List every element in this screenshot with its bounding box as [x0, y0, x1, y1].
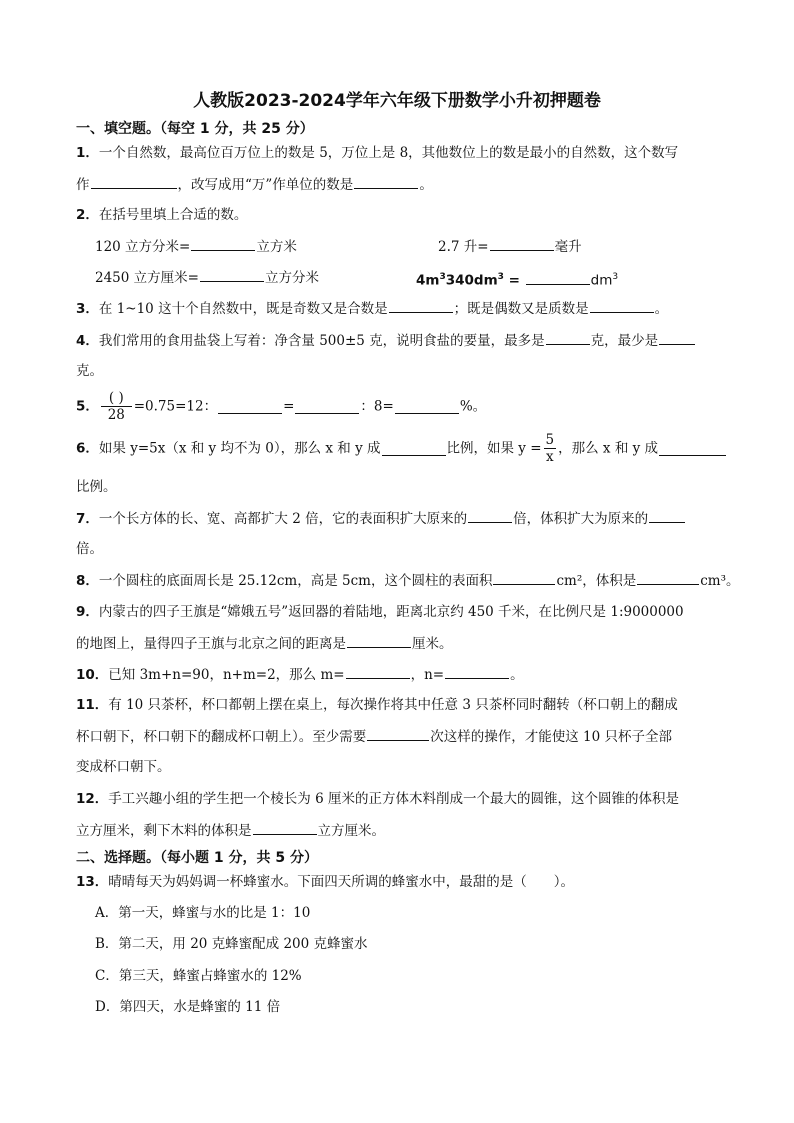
question-1-line-1 — [76, 143, 678, 163]
question-text: 倍，体积扩大为原来的 — [513, 511, 649, 527]
answer-blank[interactable] — [389, 298, 453, 313]
question-text: 内蒙古的四子王旗是“嫦娥五号”返回器的着陆地，距离北京约 450 千米，在比例尺是 1:9000000 — [98, 604, 684, 620]
question-number: 10． — [76, 667, 109, 683]
question-text: 作 — [76, 177, 90, 193]
question-text: ；既是偶数又是质数是 — [453, 301, 589, 317]
question-text: 如果 y=5x（x 和 y 均不为 0），那么 x 和 y 成 — [98, 440, 381, 457]
question-text: 在括号里填上合适的数。 — [98, 207, 248, 223]
fraction-denominator: 28 — [107, 407, 125, 423]
answer-blank[interactable] — [659, 330, 695, 345]
fraction — [101, 390, 132, 423]
question-text: 克，最少是 — [590, 333, 659, 349]
fraction-numerator: 5 — [545, 432, 555, 448]
section-heading-multiple-choice: 二、选择题。（每小题 1 分，共 5 分） — [76, 850, 318, 866]
question-text: =0.75=12： — [133, 398, 218, 415]
fraction-denominator: x — [546, 449, 554, 465]
question-5 — [76, 390, 486, 423]
superscript: 3 — [497, 272, 504, 282]
answer-blank[interactable] — [218, 399, 282, 414]
question-9-line-1 — [76, 602, 684, 622]
question-1-line-2 — [76, 174, 433, 195]
answer-blank[interactable] — [253, 820, 317, 835]
question-13 — [76, 872, 574, 892]
question-number: 2． — [76, 207, 99, 223]
question-text: ，那么 x 和 y 成 — [558, 440, 659, 457]
section-heading-fill-blank: 一、填空题。（每空 1 分，共 25 分） — [76, 121, 314, 137]
superscript: 3 — [612, 272, 619, 282]
question-text: 我们常用的食用盐袋上写着：净含量 500±5 克，说明食盐的要量，最多是 — [98, 333, 545, 349]
answer-blank[interactable] — [637, 570, 699, 585]
page-title: 人教版2023-2024学年六年级下册数学小升初押题卷 — [193, 91, 601, 111]
answer-blank[interactable] — [354, 174, 418, 189]
question-text: 2450 立方厘米= — [95, 270, 199, 286]
question-6-line-2 — [76, 477, 117, 497]
question-text: 已知 3m+n=90，n+m=2，那么 m= — [108, 667, 345, 683]
answer-blank[interactable] — [346, 664, 410, 679]
question-3 — [76, 298, 668, 319]
unit-label: dm — [590, 272, 613, 289]
question-7-line-1 — [76, 508, 686, 529]
answer-blank[interactable] — [445, 664, 509, 679]
answer-blank[interactable] — [200, 267, 264, 282]
question-text: 的地图上，量得四子王旗与北京之间的距离是 — [76, 636, 346, 652]
question-text: 立方厘米，剩下木料的体积是 — [76, 823, 252, 839]
question-number: 11． — [76, 697, 109, 713]
fraction-numerator: ( ) — [101, 390, 132, 407]
question-number: 5． — [76, 398, 99, 415]
question-11-line-3 — [76, 757, 171, 777]
question-text: %。 — [459, 398, 487, 415]
question-6-line-1 — [76, 432, 727, 465]
question-text: 一个自然数，最高位百万位上的数是 5，万位上是 8，其他数位上的数是最小的自然数，这个数写 — [98, 145, 679, 161]
choice-option-d[interactable]: D．第四天，水是蜂蜜的 11 倍 — [95, 999, 281, 1015]
question-2-item-2 — [438, 236, 582, 257]
answer-blank[interactable] — [191, 236, 255, 251]
unit-label: 立方米 — [256, 239, 297, 255]
answer-blank[interactable] — [649, 508, 685, 523]
question-text: 次这样的操作，才能使这 10 只杯子全部 — [430, 729, 673, 745]
question-9-line-2 — [76, 633, 453, 654]
question-text: 120 立方分米= — [95, 239, 191, 255]
question-text: cm²，体积是 — [556, 573, 637, 589]
question-text: 克。 — [76, 363, 103, 379]
question-text: ，n= — [410, 667, 445, 683]
question-text: 。 — [510, 667, 524, 683]
question-text: 手工兴趣小组的学生把一个棱长为 6 厘米的正方体木料削成一个最大的圆锥，这个圆锥的体积是 — [108, 791, 679, 807]
question-2-item-3 — [95, 267, 319, 288]
question-text: 一个圆柱的底面周长是 25.12cm，高是 5cm，这个圆柱的表面积 — [98, 573, 493, 589]
fraction — [544, 432, 557, 465]
question-number: 12． — [76, 791, 109, 807]
question-number: 4． — [76, 333, 99, 349]
question-11-line-1 — [76, 695, 678, 715]
answer-blank[interactable] — [493, 570, 555, 585]
answer-blank[interactable] — [295, 399, 359, 414]
question-text: 4m — [416, 272, 440, 289]
question-text: 厘米。 — [412, 636, 453, 652]
question-7-line-2 — [76, 539, 103, 559]
question-number: 13． — [76, 874, 109, 890]
answer-blank[interactable] — [395, 399, 459, 414]
question-text: 有 10 只茶杯，杯口都朝上摆在桌上，每次操作将其中任意 3 只茶杯同时翻转（杯口朝上的翻成 — [108, 697, 678, 713]
answer-blank[interactable] — [526, 270, 590, 285]
question-text: 晴晴每天为妈妈调一杯蜂蜜水。下面四天所调的蜂蜜水中，最甜的是（ ）。 — [108, 874, 575, 890]
answer-blank[interactable] — [382, 441, 446, 456]
superscript: 3 — [439, 272, 446, 282]
question-text: = — [503, 272, 525, 289]
question-text: 。 — [419, 177, 433, 193]
question-10 — [76, 664, 524, 685]
question-2 — [76, 205, 247, 225]
question-text: 340dm — [445, 272, 498, 289]
question-text: 变成杯口朝下。 — [76, 759, 171, 775]
choice-option-c[interactable]: C．第三天，蜂蜜占蜂蜜水的 12% — [95, 968, 302, 984]
question-2-item-1 — [95, 236, 297, 257]
question-text: 2.7 升= — [438, 239, 489, 255]
question-number: 3． — [76, 301, 99, 317]
question-text: ：8= — [360, 398, 394, 415]
question-text: 一个长方体的长、宽、高都扩大 2 倍，它的表面积扩大原来的 — [98, 511, 468, 527]
question-12-line-2 — [76, 820, 385, 841]
question-number: 7． — [76, 511, 99, 527]
question-number: 6． — [76, 440, 99, 457]
question-8 — [76, 570, 740, 591]
question-4-line-1 — [76, 330, 696, 351]
question-text: = — [283, 398, 295, 415]
question-text: 在 1~10 这十个自然数中，既是奇数又是合数是 — [98, 301, 388, 317]
question-text: 比例，如果 y = — [446, 440, 542, 457]
choice-option-b[interactable]: B．第二天，用 20 克蜂蜜配成 200 克蜂蜜水 — [95, 936, 368, 952]
question-text: 倍。 — [76, 541, 103, 557]
choice-option-a[interactable]: A．第一天，蜂蜜与水的比是 1：10 — [95, 905, 311, 921]
answer-blank[interactable] — [367, 726, 429, 741]
answer-blank[interactable] — [546, 330, 590, 345]
question-text: 杯口朝下，杯口朝下的翻成杯口朝上）。至少需要 — [76, 729, 367, 745]
answer-blank[interactable] — [490, 236, 554, 251]
unit-label: 立方分米 — [264, 270, 319, 286]
question-text: ，改写成用“万”作单位的数是 — [177, 177, 354, 193]
question-12-line-1 — [76, 789, 679, 809]
question-text: cm³。 — [700, 573, 740, 589]
answer-blank[interactable] — [468, 508, 512, 523]
question-text: 立方厘米。 — [317, 823, 385, 839]
answer-blank[interactable] — [91, 174, 177, 189]
question-text: 比例。 — [76, 479, 117, 495]
answer-blank[interactable] — [347, 633, 411, 648]
question-2-item-4 — [416, 267, 618, 291]
question-11-line-2 — [76, 726, 672, 747]
question-4-line-2 — [76, 361, 103, 381]
answer-blank[interactable] — [590, 298, 654, 313]
answer-blank[interactable] — [659, 441, 726, 456]
question-text: 。 — [654, 301, 669, 317]
question-number: 8． — [76, 573, 99, 589]
unit-label: 毫升 — [554, 239, 582, 255]
question-number: 9． — [76, 604, 99, 620]
question-number: 1． — [76, 145, 99, 161]
